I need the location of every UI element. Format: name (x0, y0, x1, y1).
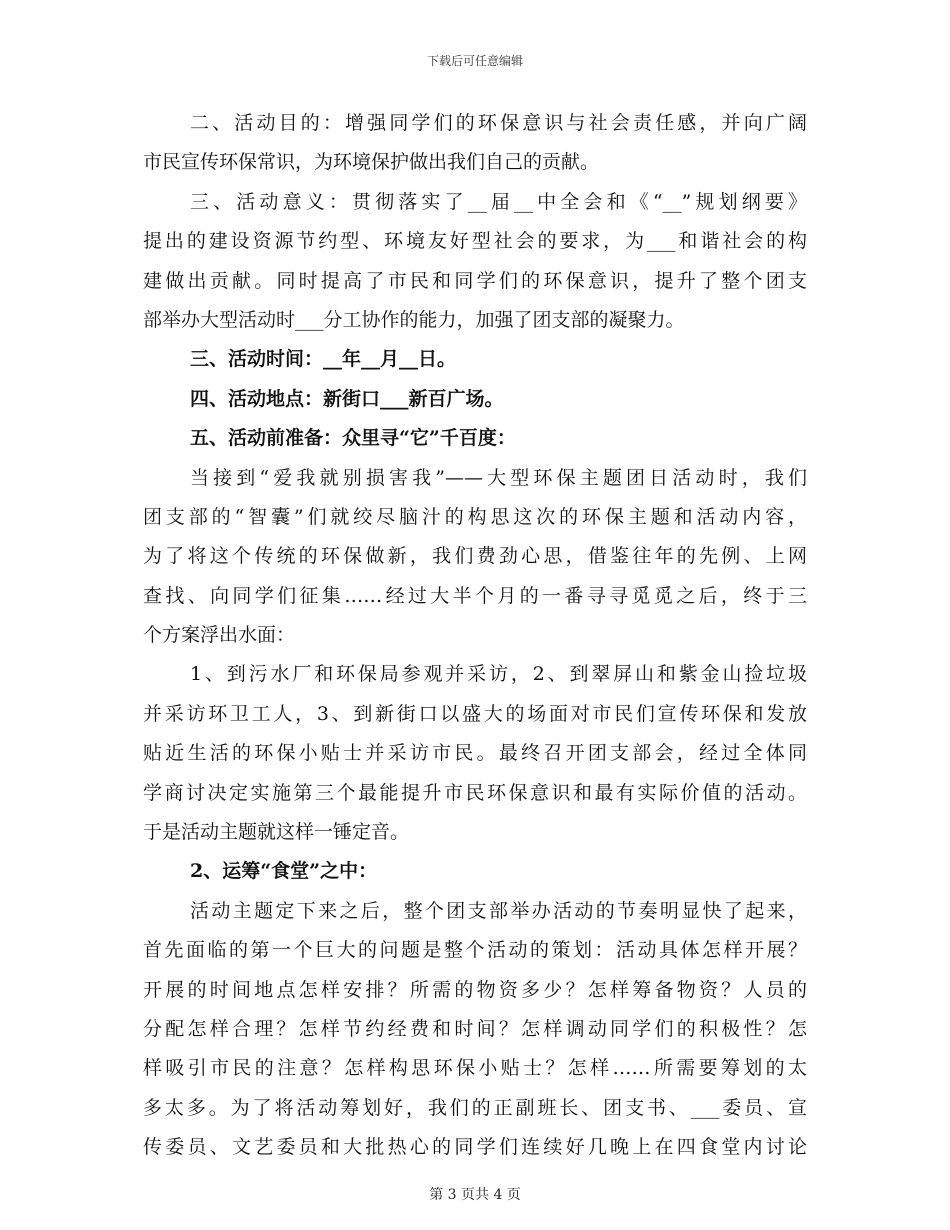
text-line: 首先面临的第一个巨大的问题是整个活动的策划：活动具体怎样开展？ (143, 939, 807, 962)
text-line: 于是活动主题就这样一锤定音。 (143, 821, 410, 844)
text-line: 个方案浮出水面： (143, 624, 296, 647)
text-line: 贴近生活的环保小贴士并采访市民。最终召开团支部会，经过全体同 (143, 742, 807, 765)
text-line: 建做出贡献。同时提高了市民和同学们的环保意识，提升了整个团支 (143, 269, 807, 292)
text-line: 为了将这个传统的环保做新，我们费劲心思，借鉴往年的先例、上网 (143, 545, 807, 568)
text-line: 开展的时间地点怎样安排？所需的物资多少？怎样筹备物资？人员的 (143, 978, 807, 1001)
text-line: 五、活动前准备：众里寻“它”千百度： (190, 427, 516, 450)
text-line: 市民宣传环保常识，为环境保护做出我们自己的贡献。 (143, 151, 600, 174)
text-line: 三、活动时间：__年__月__日。 (190, 348, 457, 371)
text-line: 2、运筹“食堂”之中： (190, 860, 378, 883)
page-header-note: 下载后可任意编辑 (426, 54, 523, 68)
text-line: 学商讨决定实施第三个最能提升市民环保意识和最有实际价值的活动。 (143, 781, 807, 804)
text-line: 提出的建设资源节约型、环境友好型社会的要求，为___和谐社会的构 (143, 230, 807, 253)
text-line: 二、活动目的：增强同学们的环保意识与社会责任感，并向广阔 (190, 112, 807, 134)
text-line: 当接到“爱我就别损害我”——大型环保主题团日活动时，我们 (190, 466, 807, 489)
text-line: 查找、向同学们征集……经过大半个月的一番寻寻觅觅之后，终于三 (143, 584, 807, 607)
text-line: 多太多。为了将活动筹划好，我们的正副班长、团支书、___委员、宣 (143, 1096, 807, 1119)
text-line: 三、活动意义：贯彻落实了__届__中全会和《“__”规划纲要》 (190, 190, 807, 213)
text-line: 并采访环卫工人，3、到新街口以盛大的场面对市民们宣传环保和发放 (143, 702, 807, 725)
text-line: 部举办大型活动时___分工协作的能力，加强了团支部的凝聚力。 (143, 308, 685, 331)
text-line: 样吸引市民的注意？怎样构思环保小贴士？怎样……所需要筹划的太 (143, 1057, 807, 1080)
document-body (143, 104, 807, 1168)
text-line: 活动主题定下来之后，整个团支部举办活动的节奏明显快了起来， (190, 899, 807, 922)
text-line: 传委员、文艺委员和大批热心的同学们连续好几晚上在四食堂内讨论 (143, 1136, 807, 1159)
page-footer: 第 3 页共 4 页 (429, 1187, 521, 1203)
text-line: 团支部的“智囊”们就绞尽脑汁的构思这次的环保主题和活动内容， (143, 505, 807, 528)
text-line: 分配怎样合理？怎样节约经费和时间？怎样调动同学们的积极性？怎 (143, 1017, 807, 1040)
text-line: 四、活动地点：新街口___新百广场。 (190, 387, 504, 410)
text-line: 1、到污水厂和环保局参观并采访，2、到翠屏山和紫金山捡垃圾 (190, 663, 807, 686)
